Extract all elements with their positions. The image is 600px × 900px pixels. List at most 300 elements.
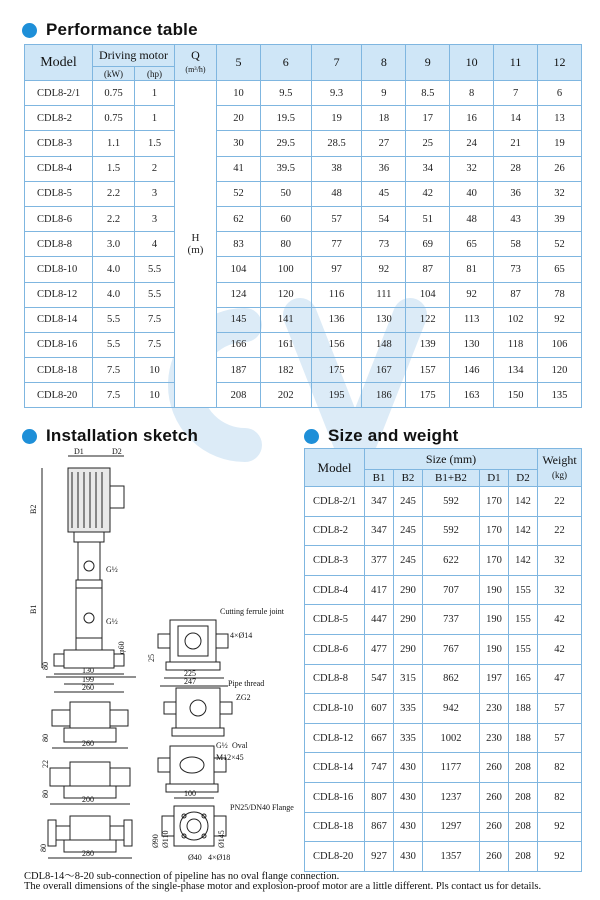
flow-header: 5 [217,45,261,81]
size-column-header: B1 [365,470,394,487]
weight-cell: 57 [538,723,582,753]
head-value-cell: 14 [494,106,538,131]
size-model-cell: CDL8-18 [305,812,365,842]
svg-text:G½: G½ [106,617,118,626]
head-value-cell: 139 [406,332,450,357]
head-value-cell: 104 [217,257,261,282]
performance-row [25,332,582,357]
size-value-cell: 477 [365,634,394,664]
head-value-cell: 32 [450,156,494,181]
head-value-cell: 26 [538,156,582,181]
size-value-cell: 430 [394,812,423,842]
head-value-cell: 18 [362,106,406,131]
size-value-cell: 260 [479,753,508,783]
hp-cell: 5.5 [135,282,175,307]
performance-row [25,156,582,181]
head-value-cell: 48 [311,181,362,206]
performance-section-title: Performance table [46,20,198,39]
size-value-cell: 867 [365,812,394,842]
head-value-cell: 19 [311,106,362,131]
kw-unit: (kW) [93,67,135,81]
head-value-cell: 48 [450,206,494,231]
head-value-cell: 81 [450,257,494,282]
size-value-cell: 707 [423,575,480,605]
svg-text:Oval: Oval [232,741,248,750]
model-cell: CDL8-20 [25,383,93,408]
svg-text:Ø145: Ø145 [217,830,226,848]
flow-header: 9 [406,45,450,81]
head-value-cell: 106 [538,332,582,357]
head-value-cell: 122 [406,307,450,332]
head-value-cell: 28 [494,156,538,181]
size-value-cell: 230 [479,694,508,724]
size-mm-header: Size (mm) [365,449,538,470]
head-value-cell: 118 [494,332,538,357]
size-value-cell: 622 [423,546,480,576]
size-row [305,546,582,576]
head-value-cell: 65 [450,232,494,257]
weight-cell: 82 [538,782,582,812]
head-value-cell: 58 [494,232,538,257]
model-cell: CDL8-4 [25,156,93,181]
size-value-cell: 142 [508,516,537,546]
size-section-title: Size and weight [328,426,459,445]
head-value-cell: 28.5 [311,131,362,156]
svg-text:Ø90: Ø90 [151,834,160,848]
head-value-cell: 124 [217,282,261,307]
head-value-cell: 166 [217,332,261,357]
model-cell: CDL8-8 [25,232,93,257]
size-value-cell: 208 [508,842,537,872]
size-row [305,753,582,783]
model-cell: CDL8-5 [25,181,93,206]
head-value-cell: 40 [450,181,494,206]
performance-row [25,307,582,332]
hp-cell: 7.5 [135,307,175,332]
hp-cell: 3 [135,181,175,206]
head-value-cell: 141 [260,307,311,332]
terminal-box [110,486,124,508]
head-value-cell: 163 [450,383,494,408]
kw-cell: 1.5 [93,156,135,181]
head-value-cell: 19 [538,131,582,156]
head-value-cell: 175 [406,383,450,408]
head-value-cell: 136 [311,307,362,332]
size-column-header: B1+B2 [423,470,480,487]
head-value-cell: 8 [450,81,494,106]
size-value-cell: 1357 [423,842,480,872]
head-value-cell: 130 [450,332,494,357]
size-model-cell: CDL8-10 [305,694,365,724]
hp-cell: 1 [135,81,175,106]
head-value-cell: 111 [362,282,406,307]
head-value-cell: 77 [311,232,362,257]
size-value-cell: 347 [365,487,394,517]
hp-cell: 4 [135,232,175,257]
svg-text:Pipe thread: Pipe thread [228,679,265,688]
head-value-cell: 182 [260,358,311,383]
size-value-cell: 737 [423,605,480,635]
head-value-cell: 78 [538,282,582,307]
svg-text:280: 280 [82,849,94,858]
head-value-cell: 65 [538,257,582,282]
weight-cell: 82 [538,753,582,783]
size-row [305,634,582,664]
head-value-cell: 43 [494,206,538,231]
head-value-cell: 92 [538,307,582,332]
head-value-cell: 157 [406,358,450,383]
hp-cell: 1.5 [135,131,175,156]
performance-row [25,383,582,408]
head-value-cell: 30 [217,131,261,156]
svg-text:4×Ø14: 4×Ø14 [230,631,253,640]
performance-table [24,44,582,408]
size-value-cell: 165 [508,664,537,694]
size-row [305,664,582,694]
size-value-cell: 190 [479,605,508,635]
head-value-cell: 19.5 [260,106,311,131]
head-value-cell: 13 [538,106,582,131]
head-value-cell: 69 [406,232,450,257]
size-weight-table [304,448,582,872]
head-value-cell: 50 [260,181,311,206]
size-value-cell: 188 [508,723,537,753]
size-model-cell: CDL8-20 [305,842,365,872]
weight-cell: 22 [538,487,582,517]
size-value-cell: 667 [365,723,394,753]
svg-text:D1: D1 [74,448,84,456]
size-value-cell: 245 [394,487,423,517]
size-value-cell: 245 [394,516,423,546]
hp-cell: 2 [135,156,175,181]
head-value-cell: 8.5 [406,81,450,106]
hp-cell: 10 [135,358,175,383]
size-value-cell: 208 [508,812,537,842]
performance-row [25,181,582,206]
svg-text:100: 100 [184,789,196,798]
head-value-cell: 87 [494,282,538,307]
weight-header: Weight (kg) [538,449,582,487]
weight-cell: 47 [538,664,582,694]
q-header: Q (m³/h) [175,45,217,81]
svg-text:4×Ø18: 4×Ø18 [208,853,231,862]
performance-row [25,358,582,383]
size-value-cell: 170 [479,546,508,576]
flow-header: 8 [362,45,406,81]
size-value-cell: 170 [479,516,508,546]
kw-cell: 5.5 [93,307,135,332]
flow-header: 11 [494,45,538,81]
head-value-cell: 73 [362,232,406,257]
size-section-header [304,426,459,446]
svg-text:80: 80 [41,790,50,798]
svg-text:80: 80 [39,844,48,852]
head-value-cell: 34 [406,156,450,181]
bullet-icon [22,429,37,444]
size-model-cell: CDL8-8 [305,664,365,694]
model-cell: CDL8-2 [25,106,93,131]
head-value-cell: 16 [450,106,494,131]
head-value-cell: 104 [406,282,450,307]
kw-cell: 7.5 [93,358,135,383]
model-cell: CDL8-10 [25,257,93,282]
head-value-cell: 57 [311,206,362,231]
size-value-cell: 208 [508,753,537,783]
performance-row [25,81,582,106]
head-value-cell: 60 [260,206,311,231]
svg-text:D2: D2 [112,448,122,456]
svg-text:Ø40: Ø40 [188,853,202,862]
kw-cell: 0.75 [93,81,135,106]
kw-cell: 0.75 [93,106,135,131]
performance-row [25,106,582,131]
size-model-cell: CDL8-4 [305,575,365,605]
size-value-cell: 155 [508,634,537,664]
performance-section-header [22,20,198,40]
head-value-cell: 146 [450,358,494,383]
performance-row [25,232,582,257]
kw-cell: 4.0 [93,257,135,282]
size-value-cell: 188 [508,694,537,724]
head-value-cell: 97 [311,257,362,282]
head-value-cell: 92 [362,257,406,282]
size-value-cell: 1237 [423,782,480,812]
svg-text:B1: B1 [29,604,38,614]
size-value-cell: 430 [394,753,423,783]
head-value-cell: 24 [450,131,494,156]
size-value-cell: 142 [508,487,537,517]
head-value-cell: 7 [494,81,538,106]
head-value-cell: 80 [260,232,311,257]
svg-text:130: 130 [82,666,94,675]
head-value-cell: 130 [362,307,406,332]
svg-text:22: 22 [41,760,50,768]
size-value-cell: 942 [423,694,480,724]
head-value-cell: 42 [406,181,450,206]
weight-cell: 32 [538,546,582,576]
flow-header: 7 [311,45,362,81]
svg-text:247: 247 [184,677,196,686]
size-column-header: D2 [508,470,537,487]
hp-cell: 1 [135,106,175,131]
performance-row [25,257,582,282]
weight-cell: 32 [538,575,582,605]
head-value-cell: 134 [494,358,538,383]
hp-cell: 7.5 [135,332,175,357]
size-value-cell: 377 [365,546,394,576]
size-value-cell: 260 [479,842,508,872]
head-value-cell: 161 [260,332,311,357]
flow-header: 10 [450,45,494,81]
size-value-cell: 592 [423,487,480,517]
size-value-cell: 197 [479,664,508,694]
head-value-cell: 25 [406,131,450,156]
size-value-cell: 155 [508,575,537,605]
head-value-cell: 73 [494,257,538,282]
svg-text:260: 260 [82,739,94,748]
size-value-cell: 747 [365,753,394,783]
weight-cell: 42 [538,605,582,635]
sketch-section-header [22,426,198,446]
svg-text:80: 80 [41,662,50,670]
head-value-cell: 208 [217,383,261,408]
size-value-cell: 1002 [423,723,480,753]
hp-cell: 5.5 [135,257,175,282]
pump-stack [76,580,102,650]
head-value-cell: 187 [217,358,261,383]
svg-text:G½: G½ [216,741,228,750]
svg-text:199: 199 [82,675,94,684]
bullet-icon [304,429,319,444]
oval-top-view [170,746,214,784]
size-value-cell: 862 [423,664,480,694]
size-value-cell: 927 [365,842,394,872]
weight-cell: 57 [538,694,582,724]
head-value-cell: 54 [362,206,406,231]
head-value-cell: 100 [260,257,311,282]
weight-cell: 92 [538,842,582,872]
size-value-cell: 447 [365,605,394,635]
head-value-cell: 52 [538,232,582,257]
installation-sketch [24,448,294,868]
size-row [305,487,582,517]
size-model-cell: CDL8-3 [305,546,365,576]
head-value-cell: 92 [450,282,494,307]
model-cell: CDL8-12 [25,282,93,307]
head-value-cell: 150 [494,383,538,408]
size-value-cell: 290 [394,634,423,664]
svg-text:B2: B2 [29,504,38,514]
size-model-cell: CDL8-12 [305,723,365,753]
pipe-thread-top-view [176,688,220,728]
size-value-cell: 807 [365,782,394,812]
svg-text:260: 260 [82,683,94,692]
svg-text:200: 200 [82,795,94,804]
size-row [305,694,582,724]
svg-text:80: 80 [41,734,50,742]
head-value-cell: 167 [362,358,406,383]
size-value-cell: 315 [394,664,423,694]
size-value-cell: 430 [394,782,423,812]
head-value-cell: 32 [538,181,582,206]
size-value-cell: 767 [423,634,480,664]
size-value-cell: 607 [365,694,394,724]
head-value-cell: 120 [260,282,311,307]
size-value-cell: 417 [365,575,394,605]
head-value-cell: 148 [362,332,406,357]
kw-cell: 2.2 [93,181,135,206]
performance-row [25,131,582,156]
head-value-cell: 21 [494,131,538,156]
performance-row [25,206,582,231]
head-value-cell: 202 [260,383,311,408]
model-cell: CDL8-2/1 [25,81,93,106]
model-cell: CDL8-6 [25,206,93,231]
svg-text:G½: G½ [106,565,118,574]
driving-motor-header: Driving motor [93,45,175,67]
head-value-cell: 175 [311,358,362,383]
size-model-header: Model [305,449,365,487]
footnote-line-2: The overall dimensions of the single-phase motor and explosion-proof motor are a little different. Pls contact us for details. [24,881,542,892]
flow-header: 6 [260,45,311,81]
kw-cell: 4.0 [93,282,135,307]
size-value-cell: 547 [365,664,394,694]
size-model-cell: CDL8-16 [305,782,365,812]
size-model-cell: CDL8-6 [305,634,365,664]
svg-text:PN25/DN40 Flange: PN25/DN40 Flange [230,803,294,812]
flow-header: 12 [538,45,582,81]
head-value-cell: 145 [217,307,261,332]
size-row [305,782,582,812]
hp-unit: (hp) [135,67,175,81]
weight-cell: 42 [538,634,582,664]
bullet-icon [22,23,37,38]
svg-text:Cutting ferrule joint: Cutting ferrule joint [220,607,284,616]
head-value-cell: 27 [362,131,406,156]
head-value-cell: 10 [217,81,261,106]
size-value-cell: 190 [479,575,508,605]
size-value-cell: 335 [394,723,423,753]
head-value-cell: 87 [406,257,450,282]
hp-cell: 10 [135,383,175,408]
size-value-cell: 290 [394,575,423,605]
size-model-cell: CDL8-2 [305,516,365,546]
weight-cell: 92 [538,812,582,842]
size-value-cell: 1297 [423,812,480,842]
svg-text:Ø110: Ø110 [161,830,170,848]
size-value-cell: 335 [394,694,423,724]
size-value-cell: 347 [365,516,394,546]
size-row [305,723,582,753]
size-row [305,516,582,546]
kw-cell: 7.5 [93,383,135,408]
size-value-cell: 208 [508,782,537,812]
head-value-cell: 195 [311,383,362,408]
size-row [305,605,582,635]
head-value-cell: 113 [450,307,494,332]
model-header: Model [25,45,93,81]
head-value-cell: 116 [311,282,362,307]
head-value-cell: 9.5 [260,81,311,106]
head-value-cell: 156 [311,332,362,357]
motor-body [68,468,110,532]
model-cell: CDL8-16 [25,332,93,357]
size-value-cell: 190 [479,634,508,664]
kw-cell: 1.1 [93,131,135,156]
head-value-cell: 102 [494,307,538,332]
head-value-cell: 51 [406,206,450,231]
model-cell: CDL8-18 [25,358,93,383]
head-value-cell: 62 [217,206,261,231]
size-value-cell: 142 [508,546,537,576]
size-model-cell: CDL8-14 [305,753,365,783]
model-cell: CDL8-3 [25,131,93,156]
size-column-header: B2 [394,470,423,487]
head-value-cell: 39 [538,206,582,231]
kw-cell: 3.0 [93,232,135,257]
head-value-cell: 9.3 [311,81,362,106]
size-value-cell: 592 [423,516,480,546]
size-row [305,842,582,872]
kw-cell: 5.5 [93,332,135,357]
head-value-cell: 39.5 [260,156,311,181]
size-value-cell: 260 [479,812,508,842]
size-value-cell: 430 [394,842,423,872]
performance-row [25,282,582,307]
size-model-cell: CDL8-2/1 [305,487,365,517]
head-value-cell: 52 [217,181,261,206]
size-row [305,575,582,605]
